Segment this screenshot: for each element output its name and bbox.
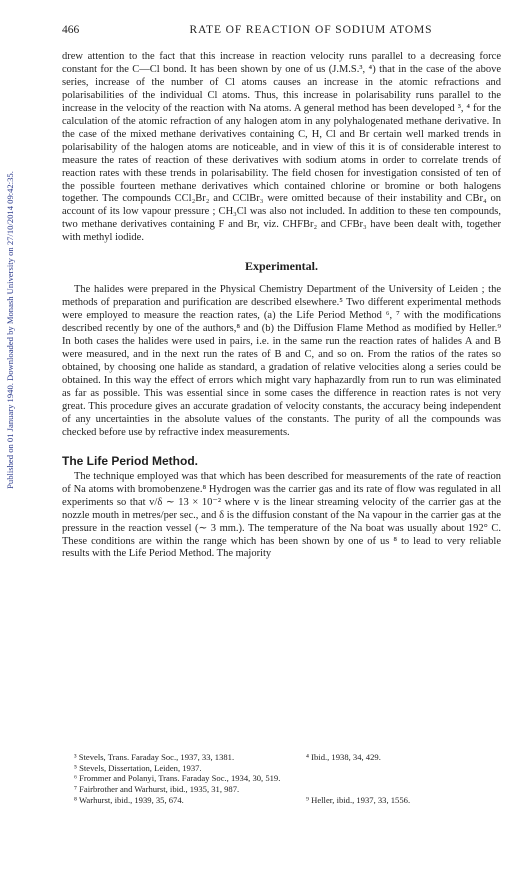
- footnote-9: ⁹ Heller, ibid., 1937, 33, 1556.: [306, 794, 411, 805]
- footnote-6: ⁶ Frommer and Polanyi, Trans. Faraday Soc., 1934, 30, 519.: [74, 773, 281, 784]
- page-header: [62, 24, 502, 38]
- footnote-row: [74, 763, 502, 774]
- experimental-heading: Experimental.: [245, 259, 318, 274]
- footnote-5: ⁵ Stevels, Dissertation, Leiden, 1937.: [74, 762, 202, 773]
- life-period-heading: The Life Period Method.: [62, 453, 199, 468]
- footnote-row: [74, 795, 502, 806]
- running-title: RATE OF REACTION OF SODIUM ATOMS: [189, 24, 433, 36]
- footnote-4: ⁴ Ibid., 1938, 34, 429.: [306, 752, 381, 762]
- download-watermark-text: Published on 01 January 1940. Downloaded by Monash University on 27/10/2014 09:42:35.: [5, 171, 15, 489]
- experimental-paragraph: The halides were prepared in the Physical Chemistry Department of the University of Leiden ; the methods of preparation and purification are described elsewhere.⁵ Two different experimental methods were employed to measure the reaction rates, (a) the Life Period Method ⁶, ⁷ with the modifications described recently by one of the authors,⁸ and (b) the Diffusion Flame Method as modified by Heller.⁹ In both cases the halides were used in pairs, i.e. in the same run the reaction rates of halides A and B were measured, and in the next run the rates of B and C, and so on. From the ratios of the rates so obtained, by choosing one halide as standard, a gradation of relative velocities along a series could be obtained. In this way the effect of errors which might vary haphazardly from run to run was eliminated as far as possible. This was essential since in some cases the difference in reaction rates is not very great. This procedure gives an accurate gradation of velocity constants, the accuracy being independent of any uncertainties in the absolute values of the constants. The purity of all the compounds was checked before use by refractive index measurements.: [62, 284, 501, 438]
- footnote-7: ⁷ Fairbrother and Warhurst, ibid., 1935, 31, 987.: [74, 784, 240, 795]
- footnotes: [74, 752, 502, 805]
- download-watermark: [1, 90, 19, 570]
- footnote-3: ³ Stevels, Trans. Faraday Soc., 1937, 33, 1381.: [74, 752, 235, 762]
- page-number: 466: [62, 24, 80, 36]
- article-body: [62, 51, 501, 561]
- life-period-paragraph: The technique employed was that which has been described for measurements of the rate of reaction of Na atoms with bromobenzene.⁸ Hydrogen was the carrier gas and its rate of flow was regulated in all experiments so that v/δ ∼ 13 × 10⁻² where v is the linear streaming velocity of the carrier gas at the nozzle mouth in metres/per sec., and δ is the diffusion constant of the Na vapour in the carrier gas at the pressure in the reaction vessel (∼ 3 mm.). The temperature of the Na boat was usually about 192° C. These conditions are within the range which has been shown by one of us ⁸ to lead to very reliable results with the Life Period Method. The majority: [62, 470, 501, 560]
- footnote-8: ⁸ Warhurst, ibid., 1939, 35, 674.: [74, 794, 184, 805]
- footnote-row: [74, 752, 502, 763]
- intro-paragraph: drew attention to the fact that this increase in reaction velocity runs parallel to a decreasing force constant for the C—Cl bond. It has been shown by one of us (J.M.S.³, ⁴) that in the case of the above series, increase of the number of Cl atoms causes an increase in the atomic refractions and polarisabilities of the individual Cl atoms. Thus, this increase in polarisability runs parallel to the increase in the velocity of the reaction with Na atoms. A general method has been developed ³, ⁴ for the calculation of the atomic refraction of any halogen atom in any polyhalogenated methane derivative. In the case of the mixed methane derivatives containing C, H, Cl and Br certain well marked trends in polarisability of the halogen atoms are noticeable, and in view of this it is of considerable interest to measure the rates of reaction of these derivatives with sodium atoms in order to correlate trends of reaction rates with these trends in polarisability. The field chosen for investigation consisted of ten of the possible fourteen methane derivatives which contained chlorine or bromine or both halogens together. The compounds CCl₂Br₂ and CClBr₃ were omitted because of their instability and CBr₄ on account of its low vapour pressure ; CH₃Cl was also not included. In addition to these ten compounds, two methane derivatives containing F and Br, viz. CHFBr₂ and CFBr₃ have been dealt with, together with methyl iodide.: [62, 51, 501, 244]
- footnote-row: [74, 773, 502, 784]
- footnote-row: [74, 784, 502, 795]
